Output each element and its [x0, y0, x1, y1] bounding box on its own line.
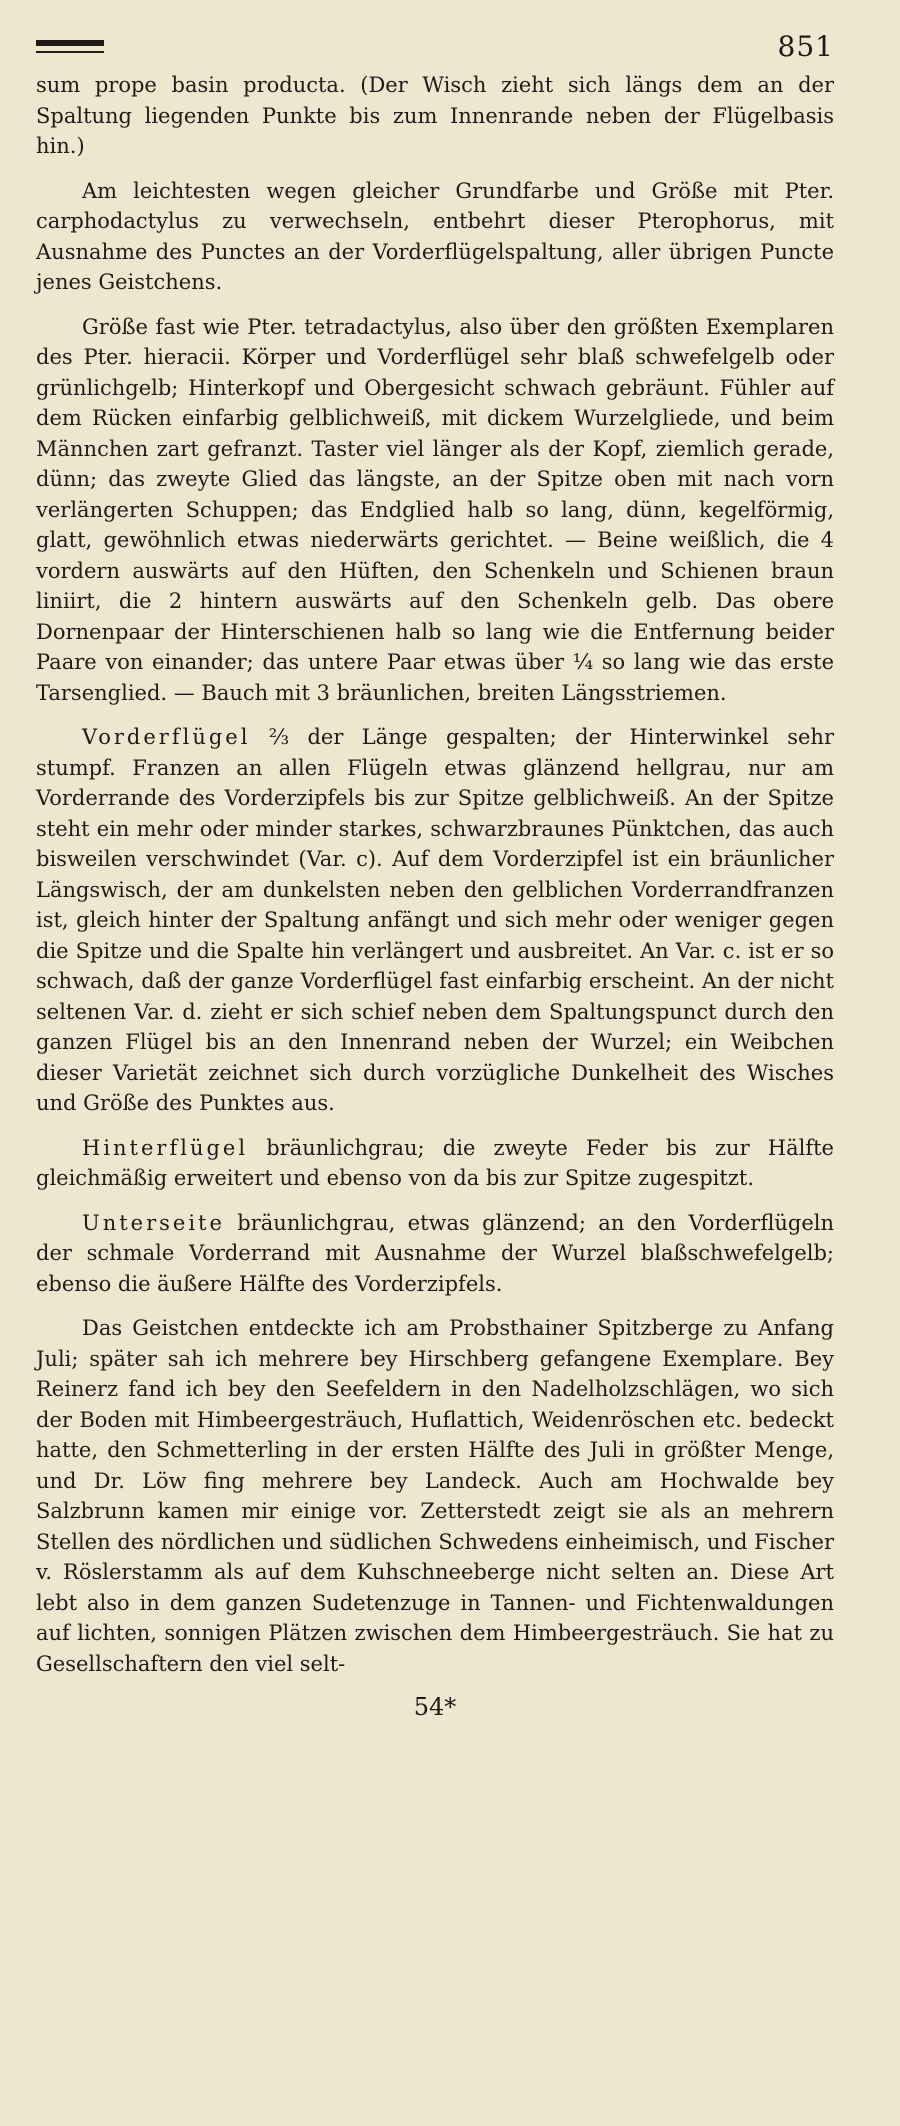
paragraph-text: bräunlichgrau, etwas glänzend; an den Vorderflügeln der schmale Vorderrand mit Ausnahme der Wurzel blaßschwefelgelb; ebenso die äußere Hälfte des Vorderzipfels.: [36, 1210, 834, 1296]
section-lead-unterseite: Unterseite: [82, 1210, 225, 1235]
paragraph: [36, 1133, 834, 1194]
paragraph: [36, 176, 834, 298]
paragraph: [36, 1208, 834, 1300]
paragraph-text: Größe fast wie Pter. tetradactylus, also über den größten Exemplaren des Pter. hieracii. Körper und Vorderflügel sehr blaß schwefelgelb oder grünlichgelb; Hinterkopf und Obergesicht schwach gebräunt. Fühler auf dem Rücken einfarbig gelblichweiß, mit dickem Wurzelgliede, und beim Männchen zart gefranzt. Taster viel länger als der Kopf, ziemlich gerade, dünn; das zweyte Glied das längste, an der Spitze oben mit nach vorn verlängerten Schuppen; das Endglied halb so lang, dünn, kegelförmig, glatt, gewöhnlich etwas niederwärts gerichtet. — Beine weißlich, die 4 vordern auswärts auf den Hüften, den Schenkeln und Schienen braun liniirt, die 2 hintern auswärts auf den Schenkeln gelb. Das obere Dornenpaar der Hinterschienen halb so lang wie die Entfernung beider Paare von einander; das untere Paar etwas über ¼ so lang wie das erste Tarsenglied. — Bauch mit 3 bräunlichen, breiten Längsstriemen.: [36, 314, 834, 705]
page-number: 851: [777, 30, 834, 63]
page-header: [36, 26, 834, 70]
paragraph-text: bräunlichgrau; die zweyte Feder bis zur Hälfte gleichmäßig erweitert und ebenso von da bis zur Spitze zugespitzt.: [36, 1135, 834, 1190]
body-text: [36, 70, 834, 1721]
signature-mark: 54*: [413, 1693, 457, 1721]
paragraph-text: Das Geistchen entdeckte ich am Probsthainer Spitzberge zu Anfang Juli; später sah ich mehrere bey Hirschberg gefangene Exemplare. Bey Reinerz fand ich bey den Seefeldern in den Nadelholzschlägen, wo sich der Boden mit Himbeergesträuch, Huflattich, Weidenröschen etc. bedeckt hatte, den Schmetterling in der ersten Hälfte des Juli in größter Menge, und Dr. Löw fing mehrere bey Landeck. Auch am Hochwalde bey Salzbrunn kamen mir einige vor. Zetterstedt zeigt sie als an mehrern Stellen des nördlichen und südlichen Schwedens einheimisch, und Fischer v. Röslerstamm als auf dem Kuhschneeberge nicht selten an. Diese Art lebt also in dem ganzen Sudetenzuge in Tannen- und Fichtenwaldungen auf lichten, sonnigen Plätzen zwischen dem Himbeergesträuch. Sie hat zu Gesellschaftern den viel selt-: [36, 1316, 834, 1676]
paragraph: [36, 722, 834, 1119]
paragraph-text: Am leichtesten wegen gleicher Grundfarbe und Größe mit Pter. carphodactylus zu verwechseln, entbehrt dieser Pterophorus, mit Ausnahme des Punctes an der Vorderflügelspaltung, aller übrigen Puncte jenes Geistchens.: [36, 178, 834, 294]
header-rule-thick: [36, 40, 104, 46]
paragraph: [36, 70, 834, 162]
section-lead-hinterfluegel: Hinterflügel: [82, 1135, 249, 1160]
paragraph: [36, 1313, 834, 1679]
header-rule-thin: [36, 51, 104, 53]
paragraph: [36, 312, 834, 709]
paragraph-text: sum prope basin producta. (Der Wisch zieht sich längs dem an der Spaltung liegenden Punkte bis zum Innenrande neben der Flügelbasis hin.): [36, 73, 834, 158]
section-lead-vorderfluegel: Vorderflügel: [82, 725, 251, 749]
paragraph-text: ⅔ der Länge gespalten; der Hinterwinkel sehr stumpf. Franzen an allen Flügeln etwas glänzend hellgrau, nur am Vorderrande des Vorderzipfels bis zur Spitze gelblichweiß. An der Spitze steht ein mehr oder minder starkes, schwarzbraunes Pünktchen, das auch bisweilen verschwindet (Var. c). Auf dem Vorderzipfel ist ein bräunlicher Längswisch, der am dunkelsten neben den gelblichen Vorderrandfranzen ist, gleich hinter der Spaltung anfängt und sich mehr oder weniger gegen die Spitze und die Spalte hin verlängert und ausbreitet. An Var. c. ist er so schwach, daß der ganze Vorderflügel fast einfarbig erscheint. An der nicht seltenen Var. d. zieht er sich schief neben dem Spaltungspunct durch den ganzen Flügel bis an den Innenrand neben der Wurzel; ein Weibchen dieser Varietät zeichnet sich durch vorzügliche Dunkelheit des Wisches und Größe des Punktes aus.: [36, 725, 834, 1115]
